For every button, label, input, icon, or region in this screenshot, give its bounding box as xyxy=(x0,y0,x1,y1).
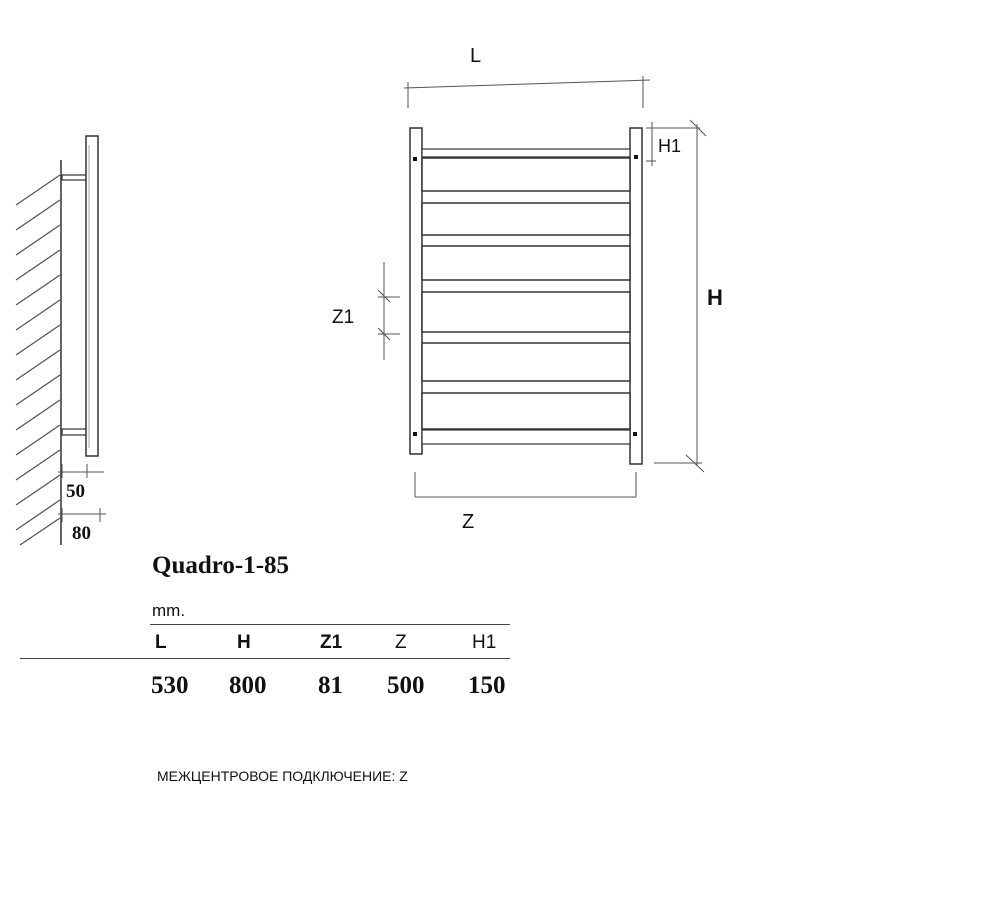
bracket-bottom xyxy=(62,429,87,435)
value-Z: 500 xyxy=(387,672,425,699)
depth-outer-label: 80 xyxy=(72,523,91,544)
unit-label: mm. xyxy=(152,601,186,620)
bracket-top xyxy=(62,175,87,180)
footnote: МЕЖЦЕНТРОВОЕ ПОДКЛЮЧЕНИЕ: Z xyxy=(157,768,408,784)
dim-H1-label: H1 xyxy=(658,136,682,156)
product-name: Quadro-1-85 xyxy=(152,552,290,579)
bottom-bar xyxy=(422,430,630,444)
dim-Z-label: Z xyxy=(462,511,475,533)
panel xyxy=(422,246,630,280)
depth-inner-label: 50 xyxy=(66,481,85,502)
value-Z1: 81 xyxy=(318,672,343,699)
col-header-L: L xyxy=(155,632,167,653)
value-H1: 150 xyxy=(468,672,506,699)
value-L: 530 xyxy=(151,672,189,699)
panel xyxy=(422,292,630,332)
side-spine xyxy=(86,136,98,456)
wall-hatching xyxy=(16,175,60,545)
connection-dot xyxy=(413,432,417,436)
connection-dot xyxy=(634,155,638,159)
col-header-Z: Z xyxy=(395,632,407,653)
left-rail xyxy=(410,128,422,454)
connection-dot xyxy=(413,157,417,161)
panel xyxy=(422,393,630,429)
table-rule-header xyxy=(20,658,510,659)
col-header-Z1: Z1 xyxy=(320,632,343,653)
front-view xyxy=(332,45,723,533)
panel xyxy=(422,158,630,191)
table-rule-top xyxy=(150,624,510,625)
panels xyxy=(422,158,630,429)
col-header-H: H xyxy=(237,632,251,653)
dim-Z1-label: Z1 xyxy=(332,307,355,328)
top-bar xyxy=(422,149,630,157)
connection-dot xyxy=(633,432,637,436)
side-view xyxy=(16,136,106,545)
right-rail xyxy=(630,128,642,464)
value-H: 800 xyxy=(229,672,267,699)
dim-H-label: H xyxy=(707,285,723,310)
panel xyxy=(422,203,630,235)
panel xyxy=(422,343,630,381)
dim-L-label: L xyxy=(470,45,482,67)
col-header-H1: H1 xyxy=(472,632,497,653)
